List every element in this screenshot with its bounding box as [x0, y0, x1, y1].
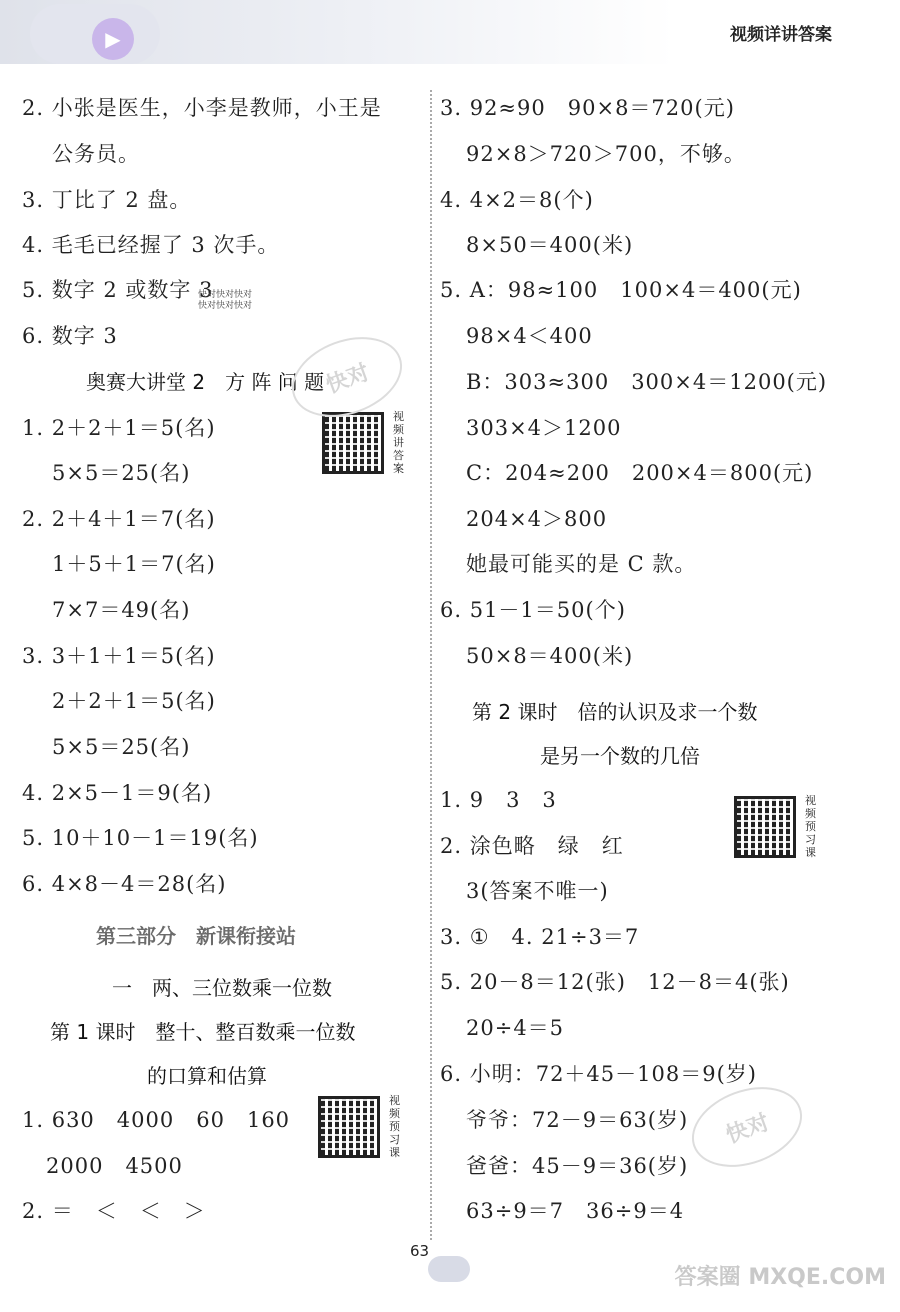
qr-caption: 视频预习课 [389, 1094, 400, 1159]
answer-line: 6. 数字 3 [22, 324, 118, 348]
lesson-subtitle: 是另一个数的几倍 [540, 744, 700, 768]
lesson-subtitle: 的口算和估算 [147, 1064, 267, 1088]
header-title: 视频详讲答案 [730, 25, 832, 45]
answer-line: 20÷4＝5 [466, 1016, 565, 1040]
answer-line: 1. 2＋2＋1＝5(名) [22, 416, 216, 440]
qr-code[interactable] [734, 796, 796, 858]
kuaidui-stamp-watermark: 快对 [281, 323, 413, 432]
answer-line: 2＋2＋1＝5(名) [52, 689, 216, 713]
answer-line: 1＋5＋1＝7(名) [52, 552, 216, 576]
answer-line: 1. 9 3 3 [440, 788, 557, 812]
answer-line: 50×8＝400(米) [466, 644, 634, 668]
answer-line: 98×4＜400 [466, 324, 593, 348]
qr-code[interactable] [318, 1096, 380, 1158]
answer-line: 7×7＝49(名) [52, 598, 191, 622]
answer-line: 爷爷：72－9＝63(岁) [466, 1108, 689, 1132]
answer-line: 6. 51－1＝50(个) [440, 598, 626, 622]
play-icon: ▶ [92, 18, 134, 60]
kuaidui-stamp-watermark: 快对 [681, 1073, 813, 1182]
answer-line: 6. 小明：72＋45－108＝9(岁) [440, 1062, 757, 1086]
answer-line: 3(答案不唯一) [466, 879, 609, 903]
answer-line: 3. ① 4. 21÷3＝7 [440, 925, 640, 949]
qr-caption: 视频讲答案 [393, 410, 404, 475]
answer-line: 5. 10＋10－1＝19(名) [22, 826, 259, 850]
answer-line: 5×5＝25(名) [52, 735, 191, 759]
answer-line: 公务员。 [52, 142, 140, 166]
answer-line: 303×4＞1200 [466, 416, 622, 440]
answer-line: 4. 毛毛已经握了 3 次手。 [22, 233, 280, 257]
answer-line: 2. 2＋4＋1＝7(名) [22, 507, 216, 531]
answer-line: 爸爸：45－9＝36(岁) [466, 1154, 689, 1178]
qr-caption: 视频预习课 [805, 794, 816, 859]
answer-line: 5. 数字 2 或数字 3 [22, 278, 214, 302]
column-divider [430, 90, 432, 1240]
header-bar [0, 0, 900, 64]
answer-line: 204×4＞800 [466, 507, 608, 531]
tiny-watermark: 快对快对快对 快对快对快对 [198, 290, 253, 311]
lesson-title: 第 2 课时 倍的认识及求一个数 [472, 700, 758, 724]
answer-line: 4. 4×2＝8(个) [440, 188, 594, 212]
answer-line: 4. 2×5－1＝9(名) [22, 781, 213, 805]
answer-line: 5. 20－8＝12(张) 12－8＝4(张) [440, 970, 790, 994]
qr-code[interactable] [322, 412, 384, 474]
answer-line: 3. 丁比了 2 盘。 [22, 188, 192, 212]
answer-line: 3. 3＋1＋1＝5(名) [22, 644, 216, 668]
answer-line: 2000 4500 [46, 1154, 183, 1178]
unit-title: 一 两、三位数乘一位数 [112, 976, 332, 1000]
answer-line: 她最可能买的是 C 款。 [466, 552, 697, 576]
answer-line: C：204≈200 200×4＝800(元) [466, 461, 814, 485]
answer-line: 2. 小张是医生，小李是教师，小王是 [22, 96, 382, 120]
answer-line: 8×50＝400(米) [466, 233, 634, 257]
answer-line: 6. 4×8－4＝28(名) [22, 872, 227, 896]
answer-line: 2. 涂色略 绿 红 [440, 834, 624, 858]
answer-line: 5. A：98≈100 100×4＝400(元) [440, 278, 802, 302]
answer-line: 3. 92≈90 90×8＝720(元) [440, 96, 735, 120]
answer-line: 92×8＞720＞700，不够。 [466, 142, 746, 166]
answer-line: 5×5＝25(名) [52, 461, 191, 485]
section-title-olympiad: 奥赛大讲堂 2 方 阵 问 题 [86, 370, 325, 394]
page-decoration-icon [428, 1256, 470, 1282]
section-title-part3: 第三部分 新课衔接站 [96, 924, 296, 948]
answer-line: B：303≈300 300×4＝1200(元) [466, 370, 828, 394]
answer-line: 63÷9＝7 36÷9＝4 [466, 1199, 685, 1223]
lesson-title: 第 1 课时 整十、整百数乘一位数 [50, 1020, 356, 1044]
answer-line: 2. ＝ ＜ ＜ ＞ [22, 1199, 206, 1223]
answer-line: 1. 630 4000 60 160 [22, 1108, 291, 1132]
site-watermark: 答案圈 MXQE.COM [674, 1265, 886, 1290]
page-number: 63 [410, 1242, 430, 1260]
